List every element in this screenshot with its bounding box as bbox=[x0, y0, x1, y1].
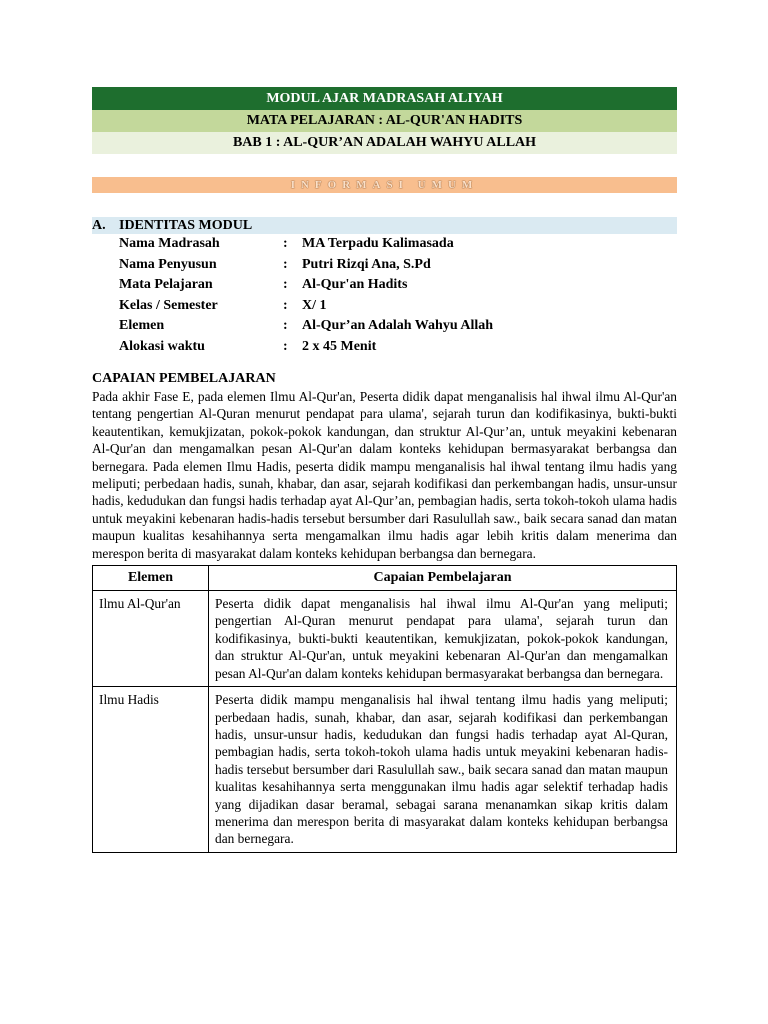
table-row bbox=[93, 591, 677, 687]
identity-value: Putri Rizqi Ana, S.Pd bbox=[302, 256, 431, 272]
identity-row bbox=[119, 275, 493, 296]
chapter-title: BAB 1 : AL-QUR’AN ADALAH WAHYU ALLAH bbox=[232, 135, 537, 150]
capaian-title: CAPAIAN PEMBELAJARAN bbox=[92, 371, 276, 386]
identity-colon: : bbox=[283, 338, 288, 354]
section-a-title: IDENTITAS MODUL bbox=[119, 218, 253, 233]
capaian-cell: Peserta didik dapat menganalisis hal ihwal ilmu Al-Qur'an yang meliputi; pengertian Al-Quran menurut pendapat para ulama', sejarah turun dan kodifikasinya, bukti-bukti keautentikan, kemukjizatan, pokok-pokok kandungan, dan struktur Al-Qur'an, untuk meyakini kebenaran Al-Qur'an dan mengamalkan pesan Al-Qur'an dalam konteks kehidupan bermasyarakat berbangsa dan bernegara. bbox=[209, 591, 677, 687]
chapter-band bbox=[92, 132, 677, 154]
identity-label: Kelas / Semester bbox=[119, 297, 218, 313]
identity-table bbox=[119, 234, 493, 357]
section-identitas-modul bbox=[92, 217, 677, 357]
identity-value: X/ 1 bbox=[302, 297, 327, 313]
identity-label: Mata Pelajaran bbox=[119, 277, 213, 292]
info-umum-band bbox=[92, 177, 677, 193]
document-content bbox=[92, 87, 677, 853]
identity-colon: : bbox=[283, 297, 288, 313]
module-title: MODUL AJAR MADRASAH ALIYAH bbox=[266, 91, 503, 106]
identity-value: MA Terpadu Kalimasada bbox=[302, 236, 454, 251]
capaian-table bbox=[92, 565, 677, 853]
elemen-cell: Ilmu Al-Qur'an bbox=[93, 591, 209, 687]
identity-value: Al-Qur'an Hadits bbox=[302, 277, 408, 292]
identity-row bbox=[119, 255, 493, 276]
identity-colon: : bbox=[283, 277, 288, 292]
identity-row bbox=[119, 296, 493, 317]
column-header-capaian: Capaian Pembelajaran bbox=[209, 566, 677, 591]
capaian-table-header-row bbox=[93, 566, 677, 591]
subject-band bbox=[92, 110, 677, 132]
identity-value: 2 x 45 Menit bbox=[302, 338, 377, 354]
identity-row bbox=[119, 337, 493, 358]
capaian-paragraph: Pada akhir Fase E, pada elemen Ilmu Al-Qur'an, Peserta didik dapat menganalisis hal ihwal ilmu Al-Qur'an tentang pengertian Al-Quran menurut pendapat para ulama', sejarah turun dan kodifikasinya, bukti-bukti keautentikan, kemukjizatan, pokok-pokok kandungan, dan struktur Al-Qur’an, untuk meyakini kebenaran Al-Qur'an dan mengamalkan pesan Al-Qur'an dalam konteks kehidupan bermasyarakat berbangsa dan bernegara. Pada elemen Ilmu Hadis, peserta didik mampu menganalisis hal ihwal tentang ilmu hadis yang meliputi; perbedaan hadis, sunah, khabar, dan asar, sejarah kodifikasi dan perkembangan hadis, unsur-unsur hadis, kedudukan dan fungsi hadis terhadap ayat Al-Qur’an, pembagian hadis, serta tokoh-tokoh ulama hadis untuk meyakini kebenaran hadis-hadis tersebut bersumber dari Rasulullah saw., baik secara sanad dan matan maupun kualitas kesahihannya serta mengamalkan ilmu hadis agar lebih kritis dalam menerima dan merespon berita di masyarakat dalam konteks kehidupan berbangsa dan bernegara. bbox=[92, 389, 677, 561]
section-a-number: A. bbox=[92, 218, 106, 233]
identity-row bbox=[119, 234, 493, 255]
section-a-heading bbox=[92, 217, 677, 234]
identity-value: Al-Qur’an Adalah Wahyu Allah bbox=[302, 318, 494, 333]
column-header-elemen: Elemen bbox=[93, 566, 209, 591]
module-title-band bbox=[92, 87, 677, 110]
identity-row bbox=[119, 316, 493, 337]
identity-colon: : bbox=[283, 318, 288, 333]
identity-label: Nama Madrasah bbox=[119, 236, 220, 251]
identity-colon: : bbox=[283, 256, 288, 272]
identity-label: Nama Penyusun bbox=[119, 256, 217, 272]
table-row bbox=[93, 687, 677, 853]
identity-label: Alokasi waktu bbox=[119, 338, 205, 354]
identity-colon: : bbox=[283, 236, 288, 251]
identity-label: Elemen bbox=[119, 318, 165, 333]
elemen-cell: Ilmu Hadis bbox=[93, 687, 209, 853]
capaian-cell: Peserta didik mampu menganalisis hal ihwal tentang ilmu hadis yang meliputi; perbedaan hadis, sunah, khabar, dan asar, sejarah kodifikasi dan perkembangan hadis, unsur-unsur hadis, kedudukan dan fungsi hadis terhadap ayat Al-Quran, pembagian hadis, serta tokoh-tokoh ulama hadis untuk meyakini kebenaran hadis-hadis tersebut bersumber dari Rasulullah saw., baik secara sanad dan matan maupun kualitas kesahihannya serta menggunakan ilmu hadis agar selektif terhadap hadis yang dijadikan dasar beramal, sebagai sarana menanamkan sikap kritis dalam menerima dan merespon berita di masyarakat dalam konteks kehidupan berbangsa dan bernegara. bbox=[209, 687, 677, 853]
info-umum-label: INFORMASI UMUM bbox=[290, 179, 479, 191]
subject-title: MATA PELAJARAN : AL-QUR'AN HADITS bbox=[246, 113, 523, 128]
